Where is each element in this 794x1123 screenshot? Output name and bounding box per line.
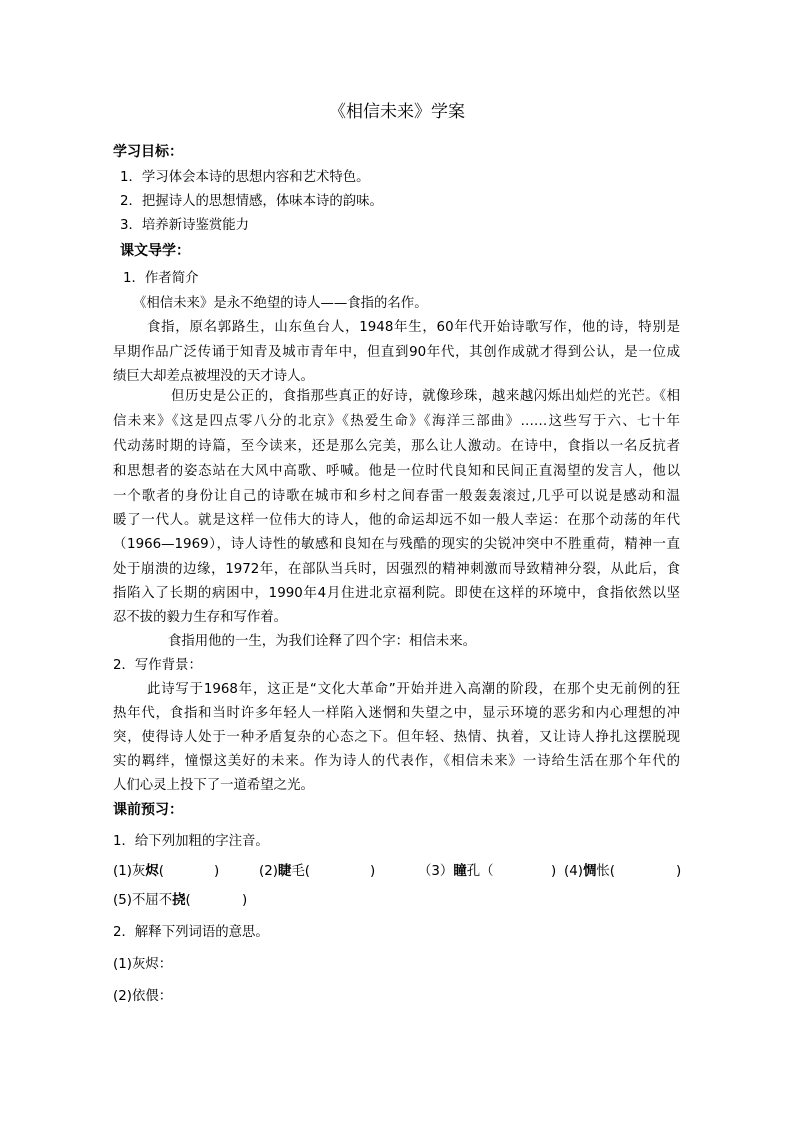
goal-item: 2．把握诗人的思想情感，体味本诗的韵味。 [120,194,383,209]
paragraph-line: 但历史是公正的，食指那些真正的好诗，就像珍珠，越来越闪烁出灿烂的光芒。《相 [171,389,680,404]
definition-item: (2)依偎： [113,989,173,1004]
paragraph-line: 人们心灵上投下了一道希望之光。 [113,778,314,793]
pinyin-item: (5)不屈不挠( [113,893,191,908]
paragraph-line: 此诗写于1968年，这正是“文化大革命”开始并进入高潮的阶段，在那个史无前例的狂 [147,682,680,697]
paragraph-line: 忍不拔的毅力生存和写作着。 [113,610,288,625]
pinyin-blank[interactable]: ) [370,864,376,879]
pinyin-item: (2)睫毛( [259,864,310,879]
paragraph-line: 突，使得诗人处于一种矛盾复杂的心态之下。但年轻、热情、执着，又让诗人挣扎这摆脱现 [113,730,680,745]
paragraph-line: 信未来》《这是四点零八分的北京》《热爱生命》《海洋三部曲》……这些写于六、七十年 [113,414,680,429]
author-heading: 1．作者简介 [123,271,199,286]
goal-item: 3．培养新诗鉴赏能力 [120,218,250,233]
pinyin-blank[interactable]: ) [676,864,682,879]
background-heading: 2．写作背景： [113,658,202,673]
pinyin-item: (1)灰烬( [113,864,164,879]
pinyin-blank[interactable]: ) [551,864,557,879]
question-1: 1．给下列加粗的字注音。 [113,834,269,849]
page-title: 《相信未来》学案 [329,102,465,122]
paragraph-line: 暖了一代人。就是这样一位伟大的诗人，他的命运却远不如一般人幸运：在那个动荡的年代 [113,513,680,528]
intro-line: 《相信未来》是永不绝望的诗人——食指的名作。 [133,296,428,311]
paragraph-line: 一个歌者的身份让自己的诗歌在城市和乡村之间春雷一般轰轰滚过,几乎可以说是感动和温 [113,489,680,504]
paragraph-line: 代动荡时期的诗篇，至今读来，还是那么完美，那么让人激动。在诗中，食指以一名反抗者 [113,439,680,454]
paragraph-line: 热年代，食指和当时许多年轻人一样陷入迷惘和失望之中，显示环境的恶劣和内心理想的冲 [113,706,680,721]
paragraph-line: 绩巨大却差点被埋没的天才诗人。 [113,369,314,384]
pinyin-item: (4)惆怅( [564,864,615,879]
definition-item: (1)灰烬： [113,957,173,972]
pinyin-item: （3）瞳孔（ [418,864,494,879]
paragraph-line: 早期作品广泛传诵于知青及城市青年中，但直到90年代，其创作成就才得到公认，是一位成 [113,345,680,360]
paragraph-line: 实的羁绊，憧憬这美好的未来。作为诗人的代表作，《相信未来》一诗给生活在那个年代的 [113,754,680,769]
paragraph-line: 食指用他的一生，为我们诠释了四个字：相信未来。 [168,634,476,649]
pinyin-blank[interactable]: ) [242,893,248,908]
guide-heading: 课文导学： [120,243,190,259]
paragraph-line: 食指，原名郭路生，山东鱼台人，1948年生，60年代开始诗歌写作，他的诗，特别是 [147,320,680,335]
paragraph-line: （1966—1969），诗人诗性的敏感和良知在与残酷的现实的尖锐冲突中不胜重荷，精神一直 [113,537,680,552]
paragraph-line: 处于崩溃的边缘，1972年，在部队当兵时，因强烈的精神刺激而导致精神分裂，从此后，食 [113,562,680,577]
paragraph-line: 指陷入了长期的病困中，1990年4月住进北京福利院。即使在这样的环境中，食指依然以坚 [113,586,680,601]
preview-heading: 课前预习： [113,802,183,818]
paragraph-line: 和思想者的姿态站在大风中高歌、呼喊。他是一位时代良知和民间正直渴望的发言人，他以 [113,464,680,479]
goals-heading: 学习目标： [113,144,183,160]
pinyin-blank[interactable]: ) [214,864,220,879]
goal-item: 1．学习体会本诗的思想内容和艺术特色。 [120,170,370,185]
question-2: 2．解释下列词语的意思。 [113,925,269,940]
